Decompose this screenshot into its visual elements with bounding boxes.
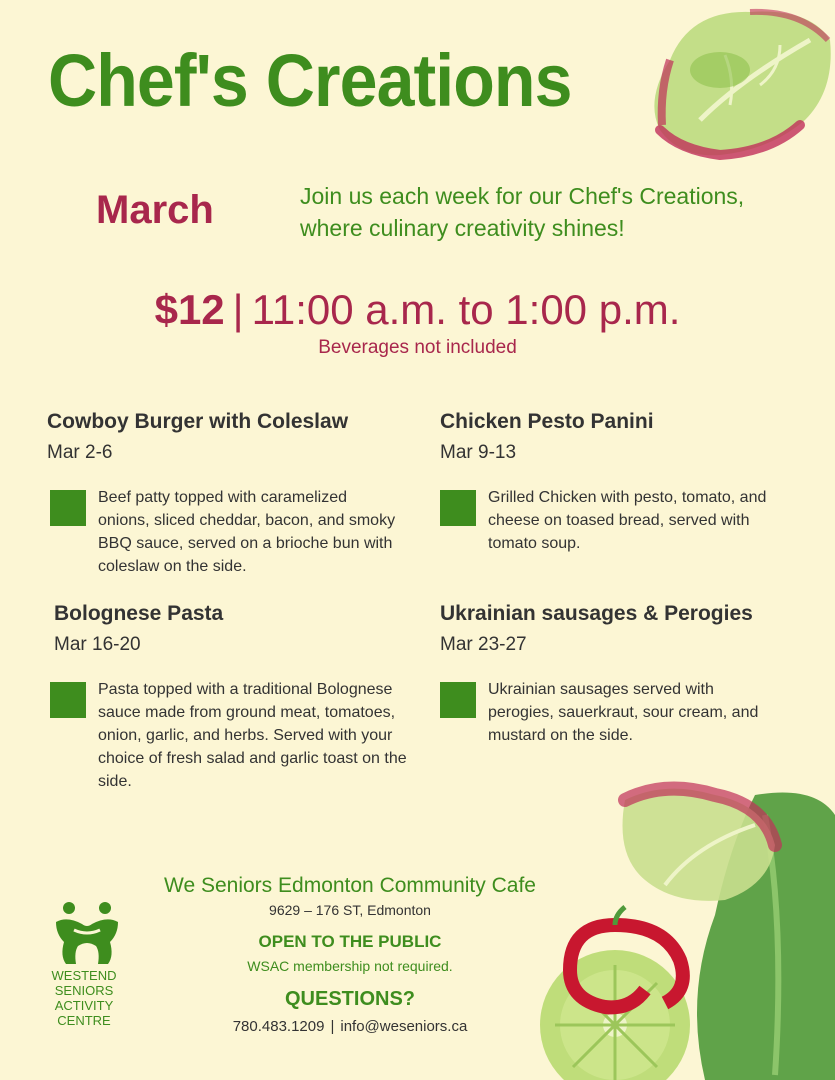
menu-item-description: Pasta topped with a traditional Bolognese sauce made from ground meat, tomatoes, onion, garlic, and herbs. Served with your choice of fresh salad and garlic toast on the side.: [98, 681, 407, 790]
menu-item-name: Chicken Pesto Panini: [440, 410, 654, 433]
contact-separator: |: [330, 1018, 335, 1035]
price-separator: |: [232, 286, 244, 333]
wsac-logo-icon: [52, 900, 122, 966]
menu-item-dates: Mar 23-27: [440, 634, 527, 655]
wsac-logo-text: WESTEND SENIORS ACTIVITY CENTRE: [51, 968, 117, 1028]
membership-note: WSAC membership not required.: [247, 958, 453, 974]
open-to-public-heading: OPEN TO THE PUBLIC: [258, 932, 442, 951]
menu-item-name: Ukrainian sausages & Perogies: [440, 602, 753, 625]
menu-item-dates: Mar 9-13: [440, 442, 517, 463]
month-label: March: [96, 188, 214, 232]
phone-number: 780.483.1209: [232, 1018, 325, 1035]
menu-item-dates: Mar 16-20: [54, 634, 141, 655]
questions-heading: QUESTIONS?: [284, 988, 415, 1010]
menu-item-cowboy-burger: [47, 410, 407, 578]
green-square-marker: [440, 490, 476, 526]
menu-item-ukrainian-sausages: [440, 602, 780, 747]
green-square-marker: [50, 682, 86, 718]
cafe-name: We Seniors Edmonton Community Cafe: [164, 874, 536, 897]
menu-item-name: Cowboy Burger with Coleslaw: [47, 410, 349, 433]
menu-item-description: Beef patty topped with caramelized onions, sliced cheddar, bacon, and smoky BBQ sauce, served on a brioche bun with coleslaw on the side.: [98, 489, 396, 575]
lettuce-illustration-top: [640, 0, 835, 165]
menu-item-chicken-pesto: [440, 410, 780, 555]
cafe-address: 9629 – 176 ST, Edmonton: [269, 902, 431, 918]
menu-item-dates: Mar 2-6: [47, 442, 113, 463]
serving-time: 11:00 a.m. to 1:00 p.m.: [251, 286, 681, 333]
menu-item-bolognese: [54, 602, 414, 793]
email-address: info@weseniors.ca: [340, 1018, 468, 1035]
price-time-line: [0, 286, 835, 334]
green-square-marker: [50, 490, 86, 526]
green-square-marker: [440, 682, 476, 718]
page-title: Chef's Creations: [48, 39, 572, 122]
menu-item-description: Grilled Chicken with pesto, tomato, and cheese on toased bread, served with tomato soup.: [488, 489, 767, 552]
intro-text: Join us each week for our Chef's Creations, where culinary creativity shines!: [300, 183, 745, 241]
menu-item-name: Bolognese Pasta: [54, 602, 224, 625]
price: $12: [154, 286, 225, 333]
menu-item-description: Ukrainian sausages served with perogies, sauerkraut, sour cream, and mustard on the side.: [488, 681, 759, 744]
beverages-note: Beverages not included: [318, 337, 517, 358]
